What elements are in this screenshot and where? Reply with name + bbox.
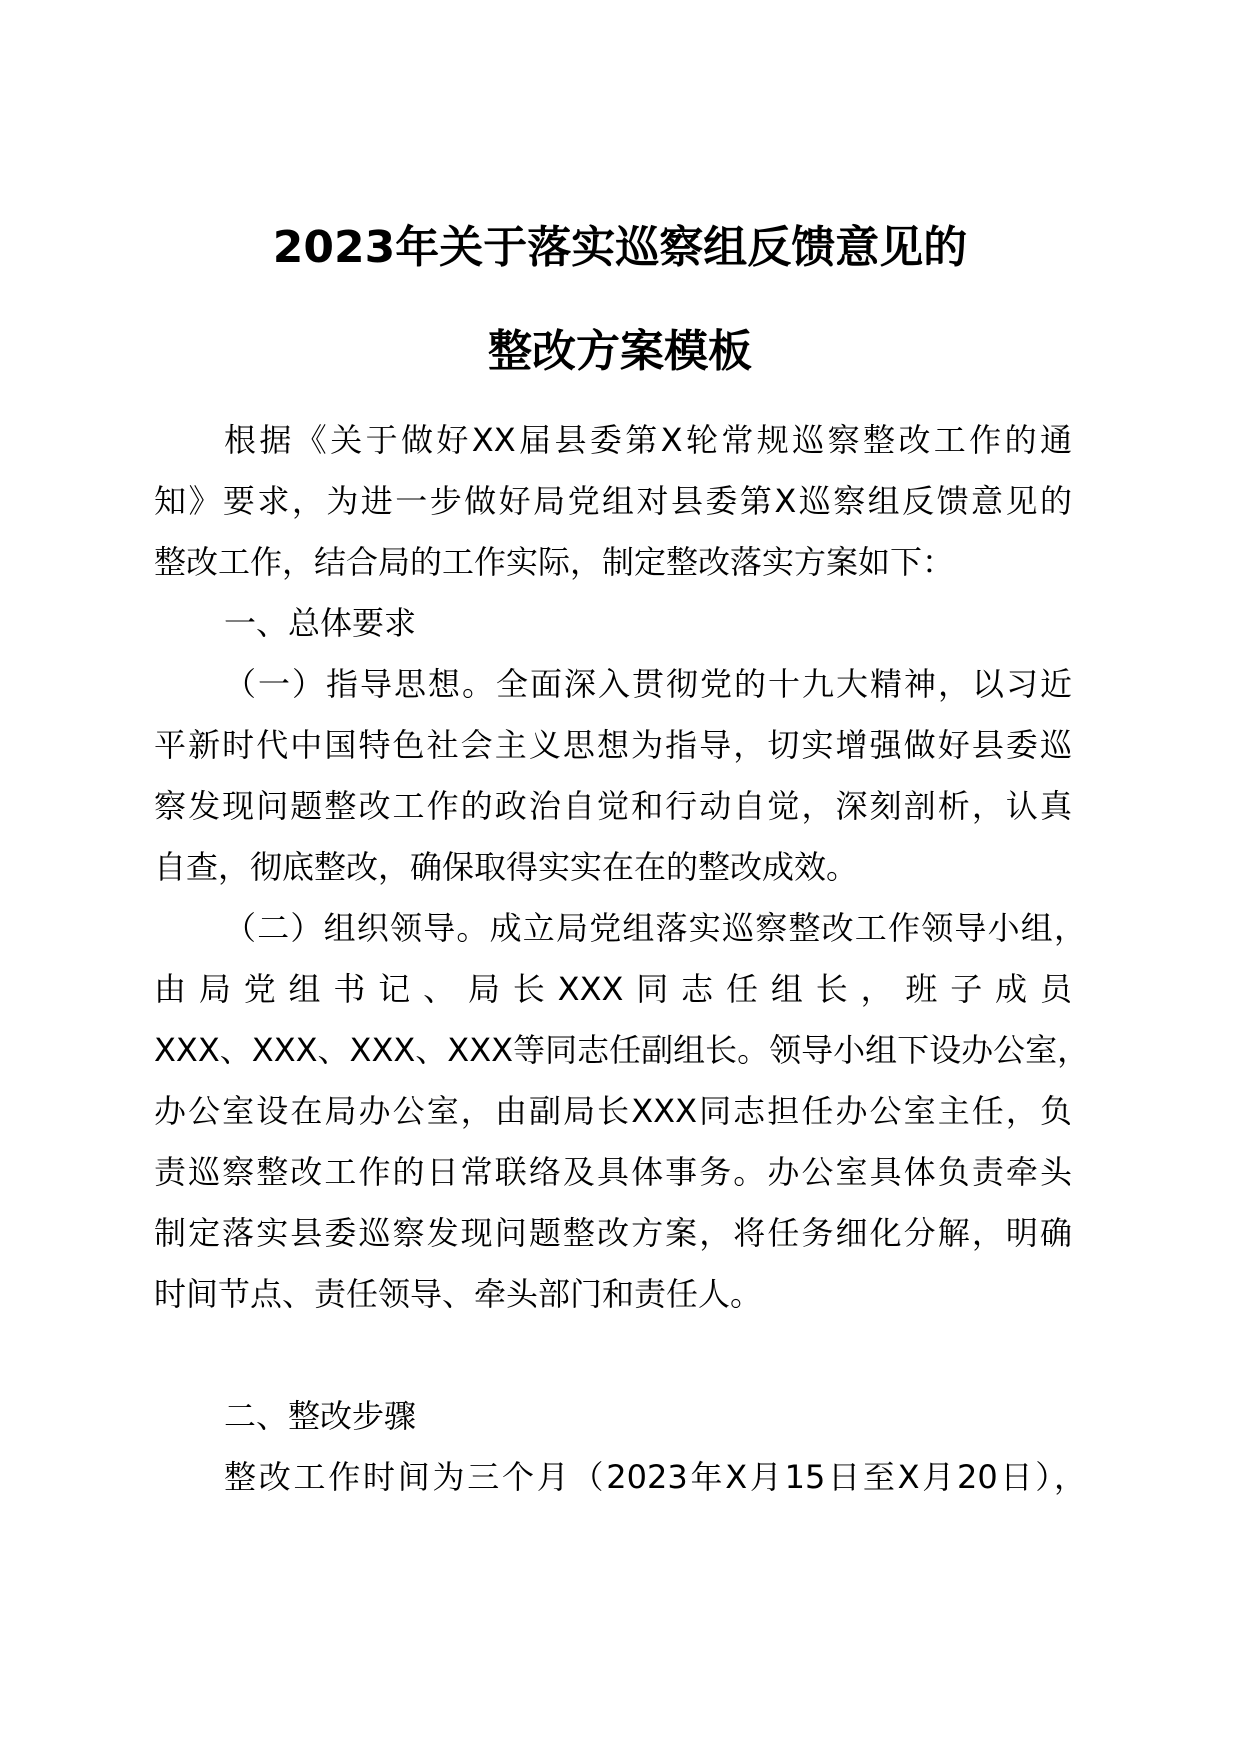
section-heading: 一、总体要求 (224, 604, 417, 642)
paragraph-line: 知》要求，为进一步做好局党组对县委第X巡察组反馈意见的 (154, 482, 1072, 520)
paragraph-line: 察发现问题整改工作的政治自觉和行动自觉，深刻剖析，认真 (154, 787, 1072, 825)
paragraph-line: 由局党组书记、局长XXX同志任组长，班子成员 (154, 970, 1072, 1008)
paragraph-line: 自查，彻底整改，确保取得实实在在的整改成效。 (154, 848, 859, 886)
document-title-line-1: 2023年关于落实巡察组反馈意见的 (272, 222, 968, 273)
document-title-line-2: 整改方案模板 (488, 326, 752, 377)
paragraph-line: XXX、XXX、XXX、XXX等同志任副组长。领导小组下设办公室， (154, 1031, 1090, 1069)
paragraph-line: （二）组织领导。成立局党组落实巡察整改工作领导小组， (224, 909, 1086, 947)
paragraph-line: 办公室设在局办公室，由副局长XXX同志担任办公室主任，负 (154, 1092, 1072, 1130)
section-heading: 二、整改步骤 (224, 1397, 417, 1435)
paragraph-line: 时间节点、责任领导、牵头部门和责任人。 (154, 1275, 763, 1313)
paragraph-line: （一）指导思想。全面深入贯彻党的十九大精神，以习近 (224, 665, 1072, 703)
paragraph-line: 责巡察整改工作的日常联络及具体事务。办公室具体负责牵头 (154, 1153, 1072, 1191)
paragraph-line: 平新时代中国特色社会主义思想为指导，切实增强做好县委巡 (154, 726, 1072, 764)
paragraph-line: 根据《关于做好XX届县委第X轮常规巡察整改工作的通 (224, 421, 1072, 459)
paragraph-line: 制定落实县委巡察发现问题整改方案，将任务细化分解，明确 (154, 1214, 1072, 1252)
paragraph-line: 整改工作时间为三个月（2023年X月15日至X月20日）， (224, 1458, 1086, 1496)
paragraph-line: 整改工作，结合局的工作实际，制定整改落实方案如下： (154, 543, 955, 581)
